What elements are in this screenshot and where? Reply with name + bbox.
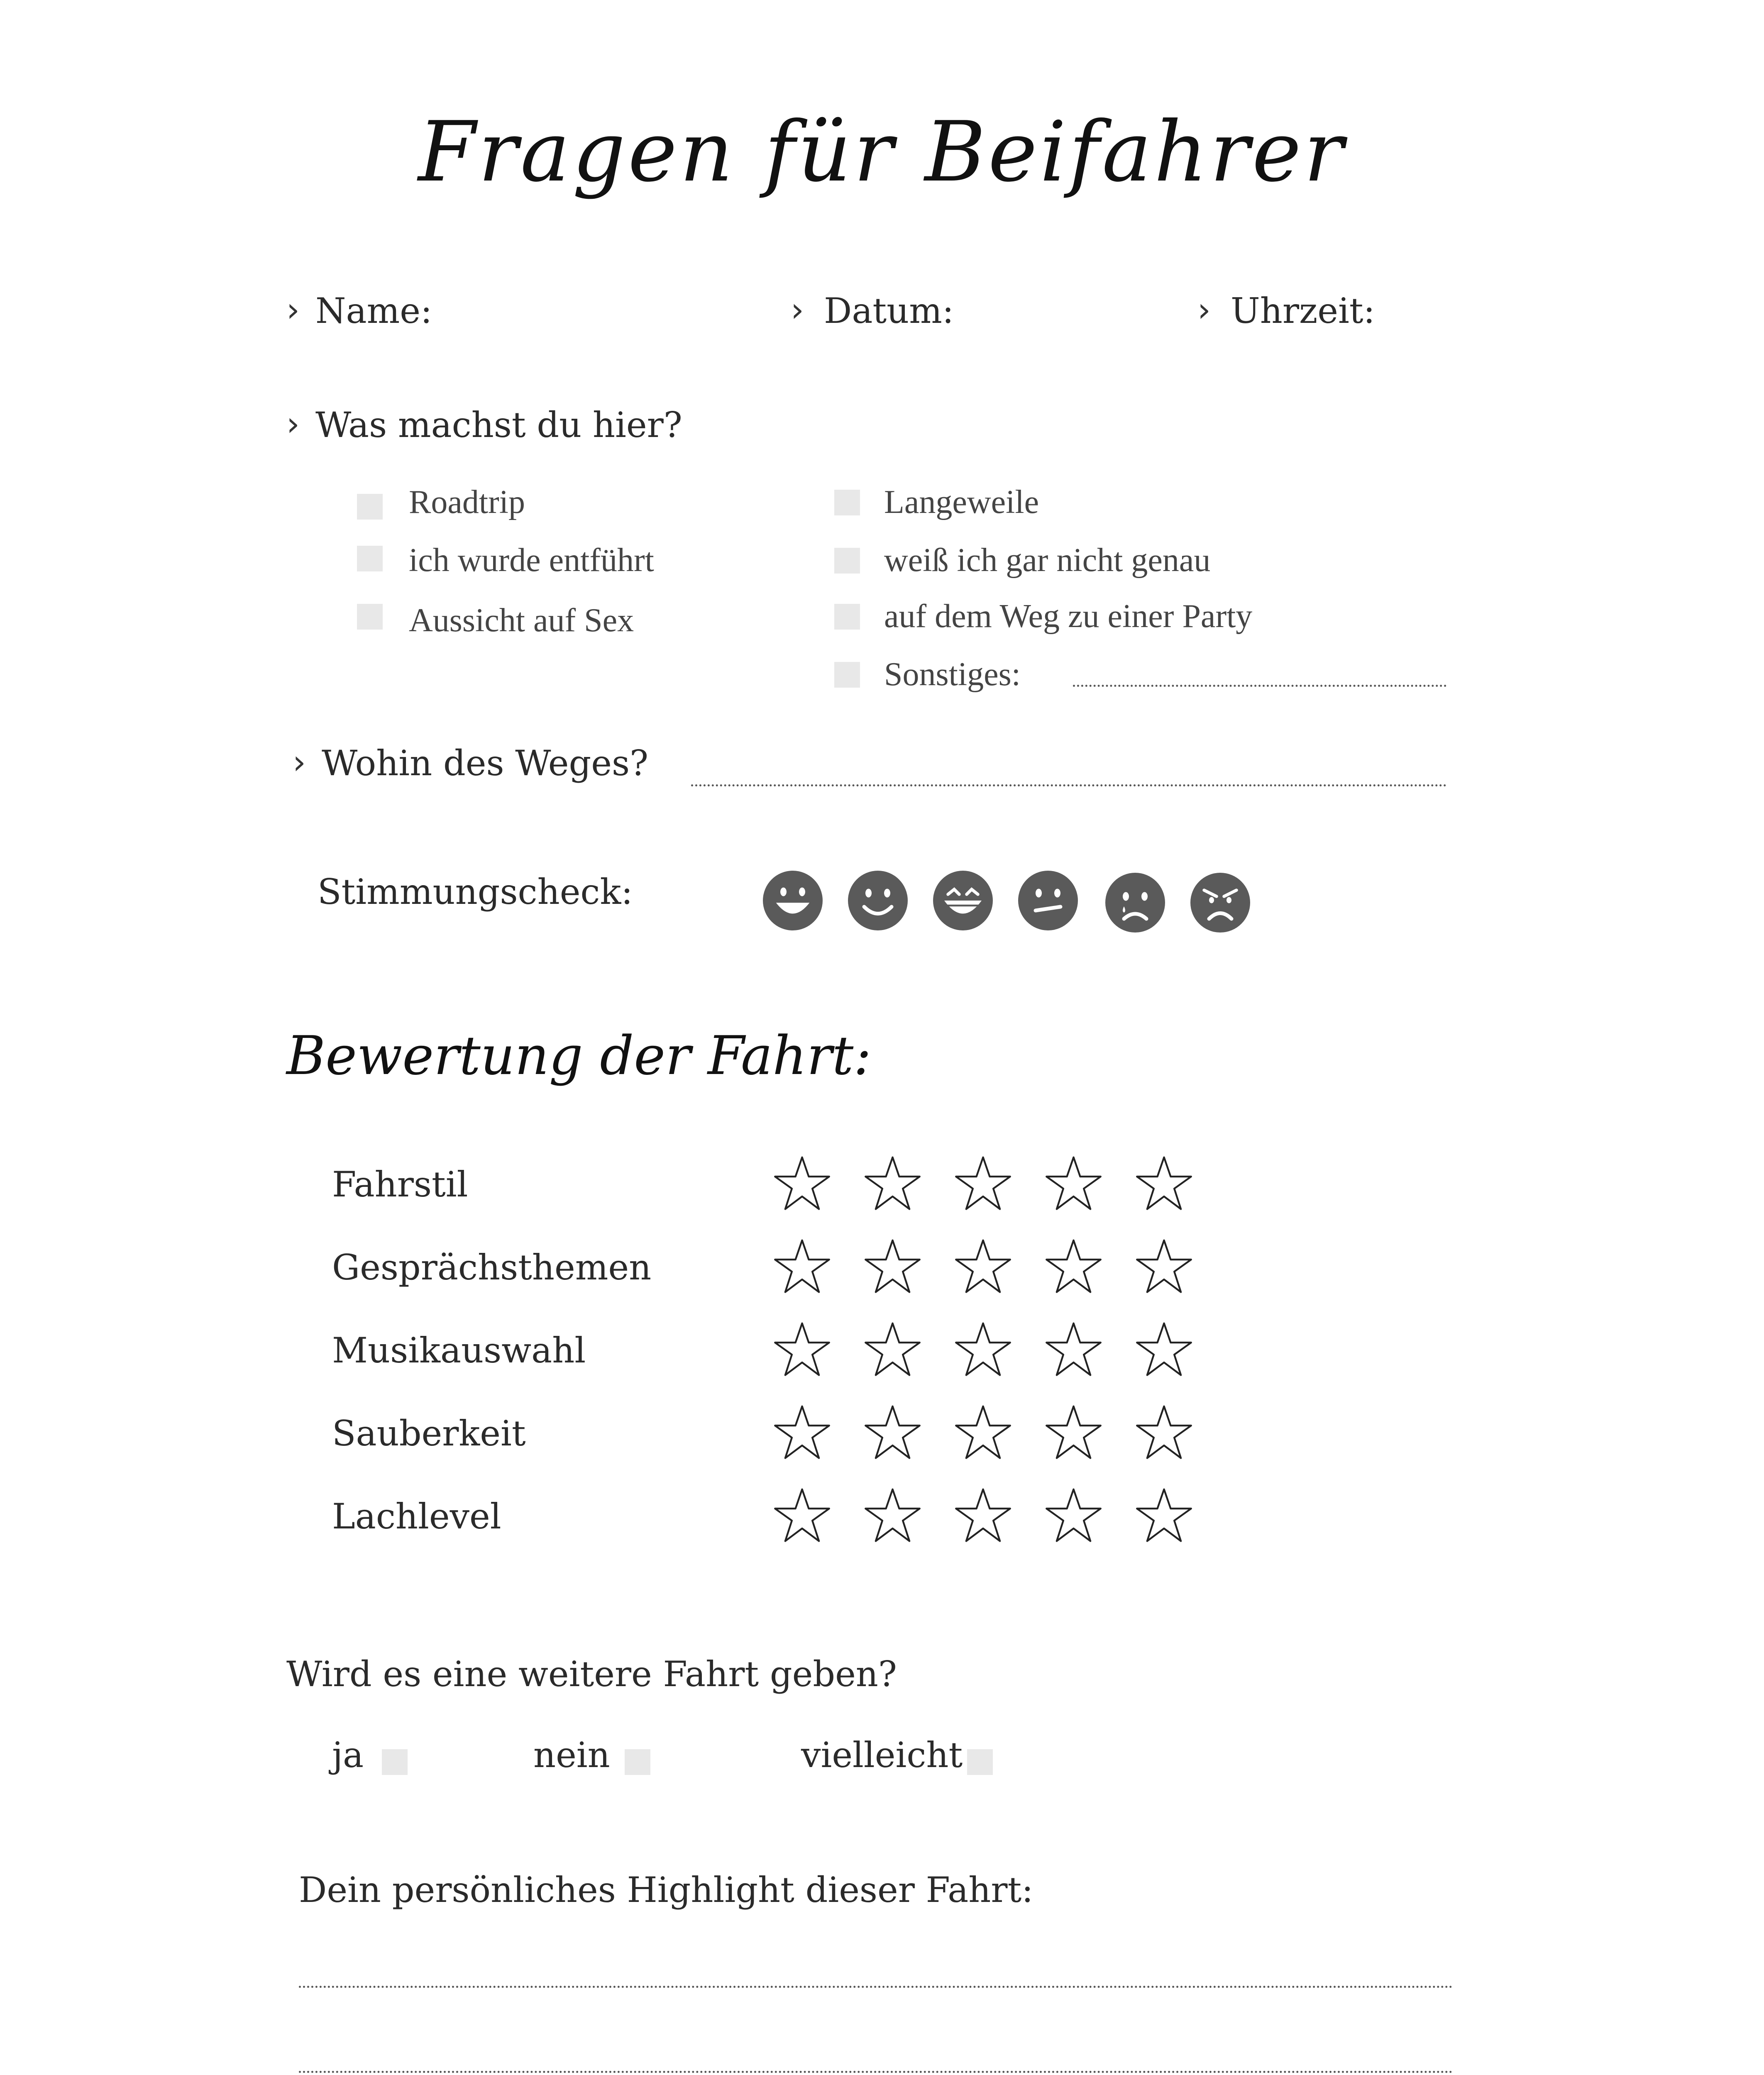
purpose-question: Was machst du hier?	[315, 405, 682, 445]
option-ja-label: ja	[332, 1735, 364, 1775]
highlight-input-line-1[interactable]	[299, 1986, 1453, 1988]
option-vielleicht-label: vielleicht	[801, 1735, 963, 1775]
mood-label: Stimmungscheck:	[318, 872, 633, 912]
rating-section-title: Bewertung der Fahrt:	[286, 1025, 872, 1087]
option-label: Sonstiges:	[884, 656, 1021, 693]
star-icon[interactable]	[1043, 1154, 1104, 1214]
star-icon[interactable]	[862, 1237, 923, 1297]
star-icon[interactable]	[1043, 1486, 1104, 1546]
star-icon[interactable]	[862, 1486, 923, 1546]
party-checkbox[interactable]	[834, 604, 860, 630]
star-icon[interactable]	[1134, 1154, 1194, 1214]
chevron-right-icon: ›	[286, 290, 300, 329]
star-icon[interactable]	[772, 1403, 832, 1463]
vielleicht-checkbox[interactable]	[967, 1749, 993, 1775]
option-label: ich wurde entführt	[409, 542, 654, 579]
option-label: Langeweile	[884, 484, 1039, 520]
star-icon[interactable]	[1043, 1320, 1104, 1380]
star-icon[interactable]	[953, 1237, 1013, 1297]
rating-category-label: Fahrstil	[332, 1164, 468, 1205]
option-label: Roadtrip	[409, 484, 525, 520]
neutral-face-icon[interactable]	[1017, 869, 1079, 932]
smiling-face-icon[interactable]	[847, 869, 909, 932]
chevron-right-icon: ›	[791, 290, 804, 329]
star-icon[interactable]	[862, 1403, 923, 1463]
rating-category-label: Gesprächsthemen	[332, 1247, 652, 1288]
option-label: Aussicht auf Sex	[409, 602, 634, 639]
langeweile-checkbox[interactable]	[834, 490, 860, 515]
star-icon[interactable]	[1134, 1237, 1194, 1297]
star-icon[interactable]	[772, 1320, 832, 1380]
option-label: weiß ich gar nicht genau	[884, 542, 1211, 579]
sex-checkbox[interactable]	[357, 604, 383, 630]
star-icon[interactable]	[862, 1320, 923, 1380]
angry-face-icon[interactable]	[1189, 872, 1251, 934]
star-icon[interactable]	[1134, 1320, 1194, 1380]
star-icon[interactable]	[772, 1486, 832, 1546]
rating-category-label: Lachlevel	[332, 1496, 501, 1537]
star-icon[interactable]	[1134, 1486, 1194, 1546]
star-icon[interactable]	[953, 1403, 1013, 1463]
chevron-right-icon: ›	[293, 743, 306, 781]
star-icon[interactable]	[953, 1486, 1013, 1546]
star-icon[interactable]	[1043, 1403, 1104, 1463]
chevron-right-icon: ›	[1197, 290, 1211, 329]
grinning-face-icon[interactable]	[762, 869, 824, 932]
rating-category-label: Sauberkeit	[332, 1413, 526, 1454]
laughing-face-icon[interactable]	[932, 869, 994, 932]
highlight-label: Dein persönliches Highlight dieser Fahrt:	[299, 1870, 1033, 1910]
sonstiges-input-line[interactable]	[1073, 685, 1446, 687]
star-icon[interactable]	[953, 1320, 1013, 1380]
destination-input-line[interactable]	[691, 784, 1446, 786]
entfuehrt-checkbox[interactable]	[357, 546, 383, 571]
chevron-right-icon: ›	[286, 405, 300, 443]
star-icon[interactable]	[772, 1237, 832, 1297]
rating-category-label: Musikauswahl	[332, 1330, 586, 1371]
crying-face-icon[interactable]	[1104, 872, 1166, 934]
time-label: Uhrzeit:	[1231, 290, 1375, 331]
option-nein-label: nein	[533, 1735, 610, 1775]
weiss-nicht-checkbox[interactable]	[834, 548, 860, 574]
highlight-input-line-2[interactable]	[299, 2071, 1453, 2073]
ja-checkbox[interactable]	[382, 1749, 408, 1775]
star-icon[interactable]	[1134, 1403, 1194, 1463]
nein-checkbox[interactable]	[625, 1749, 650, 1775]
star-icon[interactable]	[953, 1154, 1013, 1214]
name-label: Name:	[315, 290, 432, 331]
sonstiges-checkbox[interactable]	[834, 662, 860, 688]
star-icon[interactable]	[862, 1154, 923, 1214]
date-label: Datum:	[824, 290, 954, 331]
star-icon[interactable]	[772, 1154, 832, 1214]
option-label: auf dem Weg zu einer Party	[884, 598, 1253, 635]
next-ride-question: Wird es eine weitere Fahrt geben?	[286, 1654, 897, 1694]
star-icon[interactable]	[1043, 1237, 1104, 1297]
roadtrip-checkbox[interactable]	[357, 494, 383, 520]
destination-question: Wohin des Weges?	[322, 743, 649, 784]
page-title: Fragen für Beifahrer	[418, 104, 1346, 200]
